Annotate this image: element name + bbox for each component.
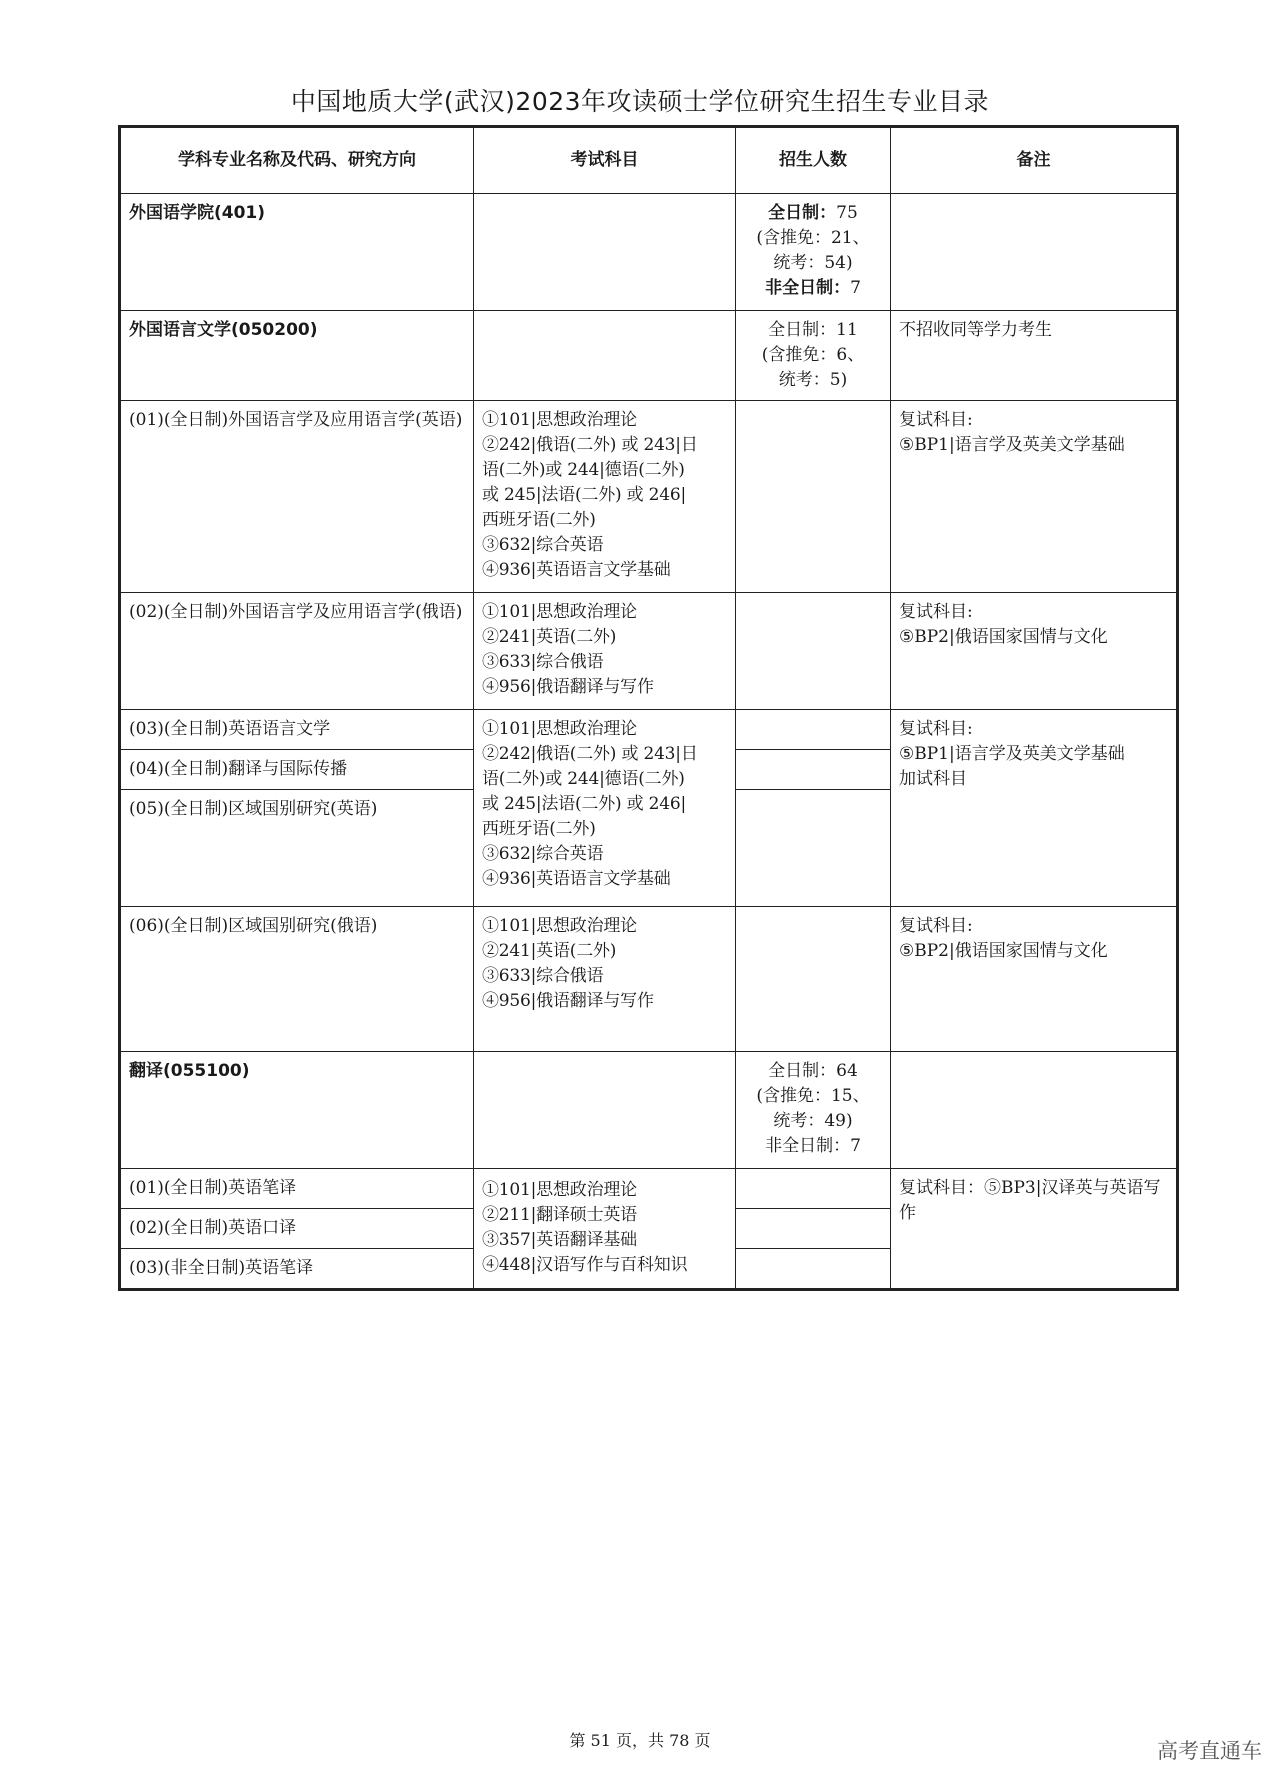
school-ft-value: 75 [836,203,858,223]
dir05-enroll [736,790,891,907]
trans-d1-enroll [736,1169,891,1209]
major2-notes [891,1052,1178,1169]
dir03-enroll [736,710,891,750]
exam-subject: ①101|思想政治理论 [482,916,637,936]
school-exam [474,194,736,311]
group345-exam [474,710,736,907]
group345-notes [891,710,1178,907]
exam-subject: ②241|英语(二外) [482,627,617,647]
exam-subject: ④936|英语语言文学基础 [482,560,671,580]
major1-exam [474,311,736,401]
exam-subject: 语(二外)或 244|德语(二外) [482,460,685,480]
major2-enroll-line2: (含推免：15、 [756,1086,870,1106]
school-ft-label: 全日制： [768,203,837,223]
major2-enroll-line3: 统考：49) [773,1111,853,1131]
direction-row [120,401,1178,593]
dir04-name: (04)(全日制)翻译与国际传播 [120,750,474,790]
major-row [120,311,1178,401]
dir02-notes [891,593,1178,710]
major1-enroll [736,311,891,401]
trans-notes: 复试科目：⑤BP3|汉译英与英语写作 [891,1169,1178,1290]
trans-d1-name: (01)(全日制)英语笔译 [120,1169,474,1209]
exam-subject: ③357|英语翻译基础 [482,1230,637,1250]
header-enroll: 招生人数 [736,127,891,194]
major1-enroll-line1: 全日制：11 [768,320,858,340]
exam-subject: ④448|汉语写作与百科知识 [482,1255,688,1275]
dir06-name: (06)(全日制)区域国别研究(俄语) [120,907,474,1052]
trans-d3-enroll [736,1249,891,1290]
note-line: ⑤BP1|语言学及英美文学基础 [899,744,1125,764]
note-line: 复试科目: [899,410,973,430]
dir04-enroll [736,750,891,790]
exam-subject: ③633|综合俄语 [482,652,604,672]
dir02-enroll [736,593,891,710]
school-enroll-detail2: 统考：54) [773,253,853,273]
header-exam: 考试科目 [474,127,736,194]
dir01-name: (01)(全日制)外国语言学及应用语言学(英语) [120,401,474,593]
dir06-enroll [736,907,891,1052]
trans-exam [474,1169,736,1290]
note-line: 复试科目: [899,602,973,622]
exam-subject: ③633|综合俄语 [482,966,604,986]
note-line: ⑤BP2|俄语国家国情与文化 [899,627,1108,647]
exam-subject: ①101|思想政治理论 [482,1180,637,1200]
exam-subject: 语(二外)或 244|德语(二外) [482,769,685,789]
major2-enroll-line1: 全日制：64 [768,1061,858,1081]
dir02-name: (02)(全日制)外国语言学及应用语言学(俄语) [120,593,474,710]
page-footer: 第 51 页，共 78 页 [569,1731,711,1750]
header-notes: 备注 [891,127,1178,194]
exam-subject: ②242|俄语(二外) 或 243|日 [482,744,698,764]
direction-row [120,593,1178,710]
page-title: 中国地质大学(武汉)2023年攻读硕士学位研究生招生专业目录 [290,87,990,116]
major2-enroll-line4: 非全日制：7 [765,1136,861,1156]
exam-subject: ④936|英语语言文学基础 [482,869,671,889]
exam-subject: 西班牙语(二外) [482,510,596,530]
exam-subject: ①101|思想政治理论 [482,719,637,739]
school-name: 外国语学院(401) [120,194,474,311]
major2-exam [474,1052,736,1169]
dir06-notes [891,907,1178,1052]
school-enroll [736,194,891,311]
exam-subject: ③632|综合英语 [482,844,604,864]
dir03-name: (03)(全日制)英语语言文学 [120,710,474,750]
major-row [120,1052,1178,1169]
exam-subject: ②211|翻译硕士英语 [482,1205,637,1225]
exam-subject: ④956|俄语翻译与写作 [482,991,654,1011]
exam-subject: 或 245|法语(二外) 或 246| [482,485,687,505]
direction-row [120,710,1178,750]
direction-row [120,907,1178,1052]
trans-d2-name: (02)(全日制)英语口译 [120,1209,474,1249]
note-line: ⑤BP2|俄语国家国情与文化 [899,941,1108,961]
trans-d2-enroll [736,1209,891,1249]
exam-subject: 西班牙语(二外) [482,819,596,839]
dir05-name: (05)(全日制)区域国别研究(英语) [120,790,474,907]
trans-d3-name: (03)(非全日制)英语笔译 [120,1249,474,1290]
dir06-exam [474,907,736,1052]
note-line: 复试科目: [899,719,973,739]
exam-subject: ③632|综合英语 [482,535,604,555]
school-notes [891,194,1178,311]
major1-note: 不招收同等学力考生 [891,311,1178,401]
school-pt-value: 7 [850,278,861,298]
exam-subject: ①101|思想政治理论 [482,602,637,622]
catalog-table [118,125,1179,1291]
dir01-enroll [736,401,891,593]
direction-row [120,1169,1178,1209]
major1-name: 外国语言文学(050200) [120,311,474,401]
dir02-exam [474,593,736,710]
dir01-notes [891,401,1178,593]
major2-enroll [736,1052,891,1169]
header-major: 学科专业名称及代码、研究方向 [120,127,474,194]
exam-subject: ④956|俄语翻译与写作 [482,677,654,697]
exam-subject: ①101|思想政治理论 [482,410,637,430]
note-line: 复试科目: [899,916,973,936]
school-pt-label: 非全日制： [765,278,851,298]
school-enroll-detail1: (含推免：21、 [756,228,870,248]
exam-subject: ②242|俄语(二外) 或 243|日 [482,435,698,455]
header-row [120,127,1178,194]
dir01-exam [474,401,736,593]
exam-subject: 或 245|法语(二外) 或 246| [482,794,687,814]
watermark: 高考直通车 [1157,1739,1262,1763]
note-line: 加试科目 [899,769,967,789]
major1-enroll-line3: 统考：5) [778,370,848,390]
school-row [120,194,1178,311]
major1-enroll-line2: (含推免：6、 [761,345,865,365]
note-line: ⑤BP1|语言学及英美文学基础 [899,435,1125,455]
exam-subject: ②241|英语(二外) [482,941,617,961]
major2-name: 翻译(055100) [120,1052,474,1169]
